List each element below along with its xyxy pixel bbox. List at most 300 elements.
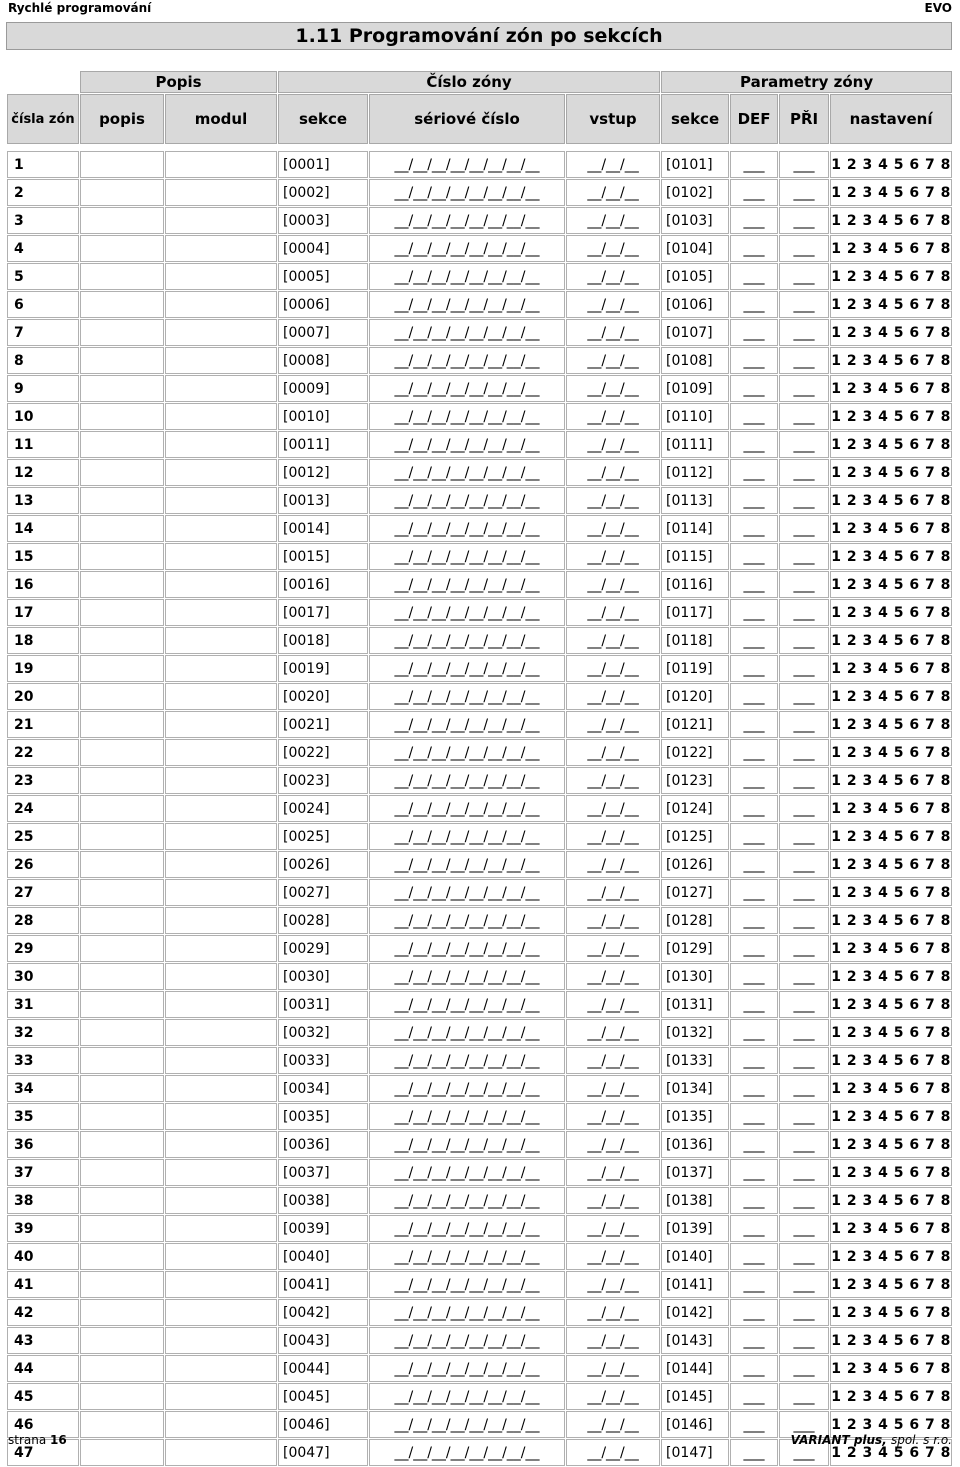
zone-modul-cell [165, 823, 277, 850]
zone-def-blank: ___ [730, 1439, 778, 1466]
zone-sekce: [0032] [278, 1019, 368, 1046]
page-header [8, 0, 952, 16]
col-header-cisla-zon: čísla zón [7, 94, 79, 144]
table-row [7, 935, 952, 962]
zone-vstup-blank: __/__/__ [566, 599, 660, 626]
zone-popis-cell [80, 263, 164, 290]
zone-def-blank: ___ [730, 151, 778, 178]
zone-param-sekce: [0140] [661, 1243, 729, 1270]
zone-sekce: [0029] [278, 935, 368, 962]
zone-pri-blank: ___ [779, 1215, 829, 1242]
zone-pri-blank: ___ [779, 627, 829, 654]
zone-serial-blank: __/__/__/__/__/__/__/__ [369, 431, 565, 458]
zone-modul-cell [165, 1131, 277, 1158]
zone-number: 11 [7, 431, 79, 458]
zone-vstup-blank: __/__/__ [566, 291, 660, 318]
zone-vstup-blank: __/__/__ [566, 739, 660, 766]
zone-modul-cell [165, 1187, 277, 1214]
zone-modul-cell [165, 767, 277, 794]
zone-def-blank: ___ [730, 879, 778, 906]
zone-number: 24 [7, 795, 79, 822]
zone-def-blank: ___ [730, 1299, 778, 1326]
zone-settings-digits: 1 2 3 4 5 6 7 8 [830, 1243, 952, 1270]
zone-def-blank: ___ [730, 1243, 778, 1270]
zone-serial-blank: __/__/__/__/__/__/__/__ [369, 655, 565, 682]
col-header-vstup: vstup [566, 94, 660, 144]
zone-def-blank: ___ [730, 991, 778, 1018]
zone-sekce: [0007] [278, 319, 368, 346]
zone-serial-blank: __/__/__/__/__/__/__/__ [369, 739, 565, 766]
zone-number: 33 [7, 1047, 79, 1074]
zone-modul-cell [165, 571, 277, 598]
zone-vstup-blank: __/__/__ [566, 1327, 660, 1354]
col-header-seriove-cislo: sériové číslo [369, 94, 565, 144]
zone-param-sekce: [0111] [661, 431, 729, 458]
zone-vstup-blank: __/__/__ [566, 823, 660, 850]
zone-number: 4 [7, 235, 79, 262]
zone-popis-cell [80, 543, 164, 570]
zone-pri-blank: ___ [779, 1075, 829, 1102]
zone-settings-digits: 1 2 3 4 5 6 7 8 [830, 459, 952, 486]
zone-number: 43 [7, 1327, 79, 1354]
zone-vstup-blank: __/__/__ [566, 235, 660, 262]
zone-param-sekce: [0142] [661, 1299, 729, 1326]
zone-sekce: [0001] [278, 151, 368, 178]
zone-pri-blank: ___ [779, 1327, 829, 1354]
zone-number: 15 [7, 543, 79, 570]
zone-settings-digits: 1 2 3 4 5 6 7 8 [830, 935, 952, 962]
zone-sekce: [0002] [278, 179, 368, 206]
zone-number: 1 [7, 151, 79, 178]
zone-modul-cell [165, 543, 277, 570]
zone-pri-blank: ___ [779, 795, 829, 822]
zone-serial-blank: __/__/__/__/__/__/__/__ [369, 879, 565, 906]
table-row [7, 795, 952, 822]
table-row [7, 1103, 952, 1130]
zone-pri-blank: ___ [779, 1131, 829, 1158]
zone-serial-blank: __/__/__/__/__/__/__/__ [369, 487, 565, 514]
zone-serial-blank: __/__/__/__/__/__/__/__ [369, 1159, 565, 1186]
zone-settings-digits: 1 2 3 4 5 6 7 8 [830, 235, 952, 262]
zone-vstup-blank: __/__/__ [566, 1187, 660, 1214]
table-row [7, 207, 952, 234]
zone-sekce: [0019] [278, 655, 368, 682]
zone-number: 34 [7, 1075, 79, 1102]
zone-param-sekce: [0109] [661, 375, 729, 402]
zone-serial-blank: __/__/__/__/__/__/__/__ [369, 935, 565, 962]
zone-pri-blank: ___ [779, 599, 829, 626]
zone-number: 8 [7, 347, 79, 374]
table-row [7, 1047, 952, 1074]
zone-def-blank: ___ [730, 459, 778, 486]
zone-vstup-blank: __/__/__ [566, 347, 660, 374]
zone-sekce: [0022] [278, 739, 368, 766]
zone-popis-cell [80, 347, 164, 374]
zone-pri-blank: ___ [779, 1103, 829, 1130]
zone-def-blank: ___ [730, 291, 778, 318]
zone-popis-cell [80, 1159, 164, 1186]
zone-serial-blank: __/__/__/__/__/__/__/__ [369, 1327, 565, 1354]
zone-settings-digits: 1 2 3 4 5 6 7 8 [830, 1131, 952, 1158]
table-row [7, 1131, 952, 1158]
zone-settings-digits: 1 2 3 4 5 6 7 8 [830, 823, 952, 850]
zone-number: 7 [7, 319, 79, 346]
zone-pri-blank: ___ [779, 963, 829, 990]
zone-number: 16 [7, 571, 79, 598]
zone-def-blank: ___ [730, 487, 778, 514]
zone-number: 30 [7, 963, 79, 990]
zone-modul-cell [165, 347, 277, 374]
zone-pri-blank: ___ [779, 571, 829, 598]
zone-vstup-blank: __/__/__ [566, 1075, 660, 1102]
zone-popis-cell [80, 935, 164, 962]
zone-param-sekce: [0131] [661, 991, 729, 1018]
zone-popis-cell [80, 907, 164, 934]
zone-popis-cell [80, 1243, 164, 1270]
zone-modul-cell [165, 963, 277, 990]
zone-modul-cell [165, 1299, 277, 1326]
zone-settings-digits: 1 2 3 4 5 6 7 8 [830, 1439, 952, 1466]
zone-rows [7, 151, 952, 1466]
zone-pri-blank: ___ [779, 907, 829, 934]
zone-def-blank: ___ [730, 1103, 778, 1130]
zone-param-sekce: [0130] [661, 963, 729, 990]
zone-pri-blank: ___ [779, 515, 829, 542]
zone-number: 2 [7, 179, 79, 206]
zone-number: 17 [7, 599, 79, 626]
zone-pri-blank: ___ [779, 207, 829, 234]
table-row [7, 347, 952, 374]
zone-param-sekce: [0132] [661, 1019, 729, 1046]
table-row [7, 1019, 952, 1046]
zone-pri-blank: ___ [779, 991, 829, 1018]
zone-settings-digits: 1 2 3 4 5 6 7 8 [830, 375, 952, 402]
zone-settings-digits: 1 2 3 4 5 6 7 8 [830, 319, 952, 346]
zone-param-sekce: [0137] [661, 1159, 729, 1186]
zone-number: 36 [7, 1131, 79, 1158]
zone-pri-blank: ___ [779, 1019, 829, 1046]
zone-settings-digits: 1 2 3 4 5 6 7 8 [830, 1187, 952, 1214]
zone-modul-cell [165, 655, 277, 682]
zone-settings-digits: 1 2 3 4 5 6 7 8 [830, 1383, 952, 1410]
table-row [7, 1383, 952, 1410]
table-row [7, 1159, 952, 1186]
col-header-modul: modul [165, 94, 277, 144]
col-header-sekce: sekce [278, 94, 368, 144]
zone-sekce: [0030] [278, 963, 368, 990]
zone-param-sekce: [0101] [661, 151, 729, 178]
zone-popis-cell [80, 403, 164, 430]
zone-serial-blank: __/__/__/__/__/__/__/__ [369, 459, 565, 486]
zone-param-sekce: [0103] [661, 207, 729, 234]
zone-pri-blank: ___ [779, 935, 829, 962]
zone-sekce: [0027] [278, 879, 368, 906]
header-spacer [7, 145, 952, 150]
zone-vstup-blank: __/__/__ [566, 375, 660, 402]
zone-number: 3 [7, 207, 79, 234]
zone-param-sekce: [0104] [661, 235, 729, 262]
footer-company [791, 1433, 952, 1447]
zone-vstup-blank: __/__/__ [566, 683, 660, 710]
zone-serial-blank: __/__/__/__/__/__/__/__ [369, 347, 565, 374]
zone-vstup-blank: __/__/__ [566, 1215, 660, 1242]
zone-sekce: [0023] [278, 767, 368, 794]
zone-settings-digits: 1 2 3 4 5 6 7 8 [830, 1215, 952, 1242]
zone-vstup-blank: __/__/__ [566, 627, 660, 654]
zone-popis-cell [80, 795, 164, 822]
zone-pri-blank: ___ [779, 739, 829, 766]
zone-number: 9 [7, 375, 79, 402]
zone-def-blank: ___ [730, 375, 778, 402]
table-row [7, 823, 952, 850]
zone-serial-blank: __/__/__/__/__/__/__/__ [369, 1299, 565, 1326]
zone-number: 14 [7, 515, 79, 542]
table-row [7, 543, 952, 570]
zone-serial-blank: __/__/__/__/__/__/__/__ [369, 1271, 565, 1298]
zone-sekce: [0034] [278, 1075, 368, 1102]
zone-serial-blank: __/__/__/__/__/__/__/__ [369, 1383, 565, 1410]
zone-sekce: [0009] [278, 375, 368, 402]
zone-param-sekce: [0110] [661, 403, 729, 430]
zone-pri-blank: ___ [779, 1411, 829, 1438]
zone-settings-digits: 1 2 3 4 5 6 7 8 [830, 347, 952, 374]
zone-popis-cell [80, 1327, 164, 1354]
zone-settings-digits: 1 2 3 4 5 6 7 8 [830, 739, 952, 766]
zone-modul-cell [165, 487, 277, 514]
zone-param-sekce: [0146] [661, 1411, 729, 1438]
zone-def-blank: ___ [730, 739, 778, 766]
zone-param-sekce: [0147] [661, 1439, 729, 1466]
table-row [7, 235, 952, 262]
zone-serial-blank: __/__/__/__/__/__/__/__ [369, 179, 565, 206]
zone-pri-blank: ___ [779, 655, 829, 682]
zone-serial-blank: __/__/__/__/__/__/__/__ [369, 851, 565, 878]
zone-param-sekce: [0122] [661, 739, 729, 766]
zone-settings-digits: 1 2 3 4 5 6 7 8 [830, 879, 952, 906]
zone-def-blank: ___ [730, 795, 778, 822]
zone-settings-digits: 1 2 3 4 5 6 7 8 [830, 403, 952, 430]
table-row [7, 1243, 952, 1270]
zone-vstup-blank: __/__/__ [566, 879, 660, 906]
zone-modul-cell [165, 851, 277, 878]
zone-vstup-blank: __/__/__ [566, 1383, 660, 1410]
zone-serial-blank: __/__/__/__/__/__/__/__ [369, 515, 565, 542]
zone-serial-blank: __/__/__/__/__/__/__/__ [369, 795, 565, 822]
zone-param-sekce: [0127] [661, 879, 729, 906]
table-row [7, 683, 952, 710]
zone-number: 23 [7, 767, 79, 794]
zone-settings-digits: 1 2 3 4 5 6 7 8 [830, 1411, 952, 1438]
zone-modul-cell [165, 1271, 277, 1298]
zone-vstup-blank: __/__/__ [566, 795, 660, 822]
group-header-parametry: Parametry zóny [661, 71, 952, 93]
zone-vstup-blank: __/__/__ [566, 655, 660, 682]
zone-serial-blank: __/__/__/__/__/__/__/__ [369, 375, 565, 402]
zone-serial-blank: __/__/__/__/__/__/__/__ [369, 291, 565, 318]
zone-modul-cell [165, 151, 277, 178]
zone-sekce: [0028] [278, 907, 368, 934]
zone-sekce: [0041] [278, 1271, 368, 1298]
zone-popis-cell [80, 515, 164, 542]
zone-number: 13 [7, 487, 79, 514]
zone-pri-blank: ___ [779, 711, 829, 738]
table-row [7, 431, 952, 458]
zone-sekce: [0036] [278, 1131, 368, 1158]
zone-pri-blank: ___ [779, 235, 829, 262]
zone-settings-digits: 1 2 3 4 5 6 7 8 [830, 907, 952, 934]
zone-popis-cell [80, 151, 164, 178]
table-row [7, 151, 952, 178]
zone-pri-blank: ___ [779, 403, 829, 430]
zone-param-sekce: [0143] [661, 1327, 729, 1354]
zone-modul-cell [165, 1383, 277, 1410]
zone-sekce: [0026] [278, 851, 368, 878]
zone-def-blank: ___ [730, 1131, 778, 1158]
zone-sekce: [0016] [278, 571, 368, 598]
zone-popis-cell [80, 711, 164, 738]
zone-popis-cell [80, 1047, 164, 1074]
zone-pri-blank: ___ [779, 1243, 829, 1270]
zone-number: 38 [7, 1187, 79, 1214]
group-header-cislo-zony: Číslo zóny [278, 71, 660, 93]
zone-modul-cell [165, 683, 277, 710]
zone-popis-cell [80, 991, 164, 1018]
table-row [7, 1187, 952, 1214]
zone-def-blank: ___ [730, 1355, 778, 1382]
zone-vstup-blank: __/__/__ [566, 963, 660, 990]
zone-sekce: [0037] [278, 1159, 368, 1186]
zone-popis-cell [80, 1383, 164, 1410]
zone-serial-blank: __/__/__/__/__/__/__/__ [369, 767, 565, 794]
zone-settings-digits: 1 2 3 4 5 6 7 8 [830, 963, 952, 990]
zone-modul-cell [165, 879, 277, 906]
zone-popis-cell [80, 291, 164, 318]
zone-vstup-blank: __/__/__ [566, 1411, 660, 1438]
zone-serial-blank: __/__/__/__/__/__/__/__ [369, 207, 565, 234]
zone-def-blank: ___ [730, 1411, 778, 1438]
table-row [7, 851, 952, 878]
zone-number: 6 [7, 291, 79, 318]
zone-vstup-blank: __/__/__ [566, 1159, 660, 1186]
zone-settings-digits: 1 2 3 4 5 6 7 8 [830, 711, 952, 738]
zone-pri-blank: ___ [779, 1439, 829, 1466]
zone-vstup-blank: __/__/__ [566, 935, 660, 962]
zone-def-blank: ___ [730, 515, 778, 542]
zone-sekce: [0045] [278, 1383, 368, 1410]
zone-modul-cell [165, 263, 277, 290]
zone-param-sekce: [0113] [661, 487, 729, 514]
zone-modul-cell [165, 319, 277, 346]
table-row [7, 1355, 952, 1382]
zone-def-blank: ___ [730, 179, 778, 206]
table-row [7, 1271, 952, 1298]
col-header-def: DEF [730, 94, 778, 144]
zone-vstup-blank: __/__/__ [566, 1019, 660, 1046]
group-header-popis: Popis [80, 71, 277, 93]
zone-def-blank: ___ [730, 683, 778, 710]
zone-settings-digits: 1 2 3 4 5 6 7 8 [830, 291, 952, 318]
zone-serial-blank: __/__/__/__/__/__/__/__ [369, 1047, 565, 1074]
table-row [7, 991, 952, 1018]
zone-param-sekce: [0124] [661, 795, 729, 822]
zone-modul-cell [165, 1047, 277, 1074]
zone-popis-cell [80, 1355, 164, 1382]
zone-def-blank: ___ [730, 403, 778, 430]
table-row [7, 739, 952, 766]
zone-settings-digits: 1 2 3 4 5 6 7 8 [830, 179, 952, 206]
zone-sekce: [0008] [278, 347, 368, 374]
zone-serial-blank: __/__/__/__/__/__/__/__ [369, 1131, 565, 1158]
footer-company-name: VARIANT plus, [790, 1433, 887, 1447]
table-row [7, 767, 952, 794]
zone-vstup-blank: __/__/__ [566, 151, 660, 178]
zone-modul-cell [165, 739, 277, 766]
zone-sekce: [0018] [278, 627, 368, 654]
zone-vstup-blank: __/__/__ [566, 319, 660, 346]
zone-popis-cell [80, 1019, 164, 1046]
zone-def-blank: ___ [730, 935, 778, 962]
table-row [7, 263, 952, 290]
zone-popis-cell [80, 459, 164, 486]
zone-vstup-blank: __/__/__ [566, 1103, 660, 1130]
zone-sekce: [0046] [278, 1411, 368, 1438]
zone-param-sekce: [0105] [661, 263, 729, 290]
zone-def-blank: ___ [730, 319, 778, 346]
zone-number: 44 [7, 1355, 79, 1382]
table-row [7, 319, 952, 346]
page-title: 1.11 Programování zón po sekcích [6, 22, 952, 50]
zone-settings-digits: 1 2 3 4 5 6 7 8 [830, 571, 952, 598]
zone-serial-blank: __/__/__/__/__/__/__/__ [369, 1439, 565, 1466]
zone-param-sekce: [0145] [661, 1383, 729, 1410]
table-row [7, 599, 952, 626]
zone-def-blank: ___ [730, 1187, 778, 1214]
zone-settings-digits: 1 2 3 4 5 6 7 8 [830, 207, 952, 234]
zone-popis-cell [80, 627, 164, 654]
zone-serial-blank: __/__/__/__/__/__/__/__ [369, 571, 565, 598]
zone-def-blank: ___ [730, 1075, 778, 1102]
zone-popis-cell [80, 431, 164, 458]
zone-popis-cell [80, 655, 164, 682]
zone-def-blank: ___ [730, 347, 778, 374]
zone-number: 22 [7, 739, 79, 766]
zone-modul-cell [165, 1243, 277, 1270]
zone-serial-blank: __/__/__/__/__/__/__/__ [369, 1103, 565, 1130]
zone-param-sekce: [0126] [661, 851, 729, 878]
table-row [7, 1327, 952, 1354]
zone-def-blank: ___ [730, 963, 778, 990]
zone-serial-blank: __/__/__/__/__/__/__/__ [369, 151, 565, 178]
zone-popis-cell [80, 879, 164, 906]
zone-number: 37 [7, 1159, 79, 1186]
zone-sekce: [0039] [278, 1215, 368, 1242]
zone-number: 41 [7, 1271, 79, 1298]
zone-modul-cell [165, 375, 277, 402]
table-row [7, 179, 952, 206]
zone-settings-digits: 1 2 3 4 5 6 7 8 [830, 515, 952, 542]
table-row [7, 515, 952, 542]
zone-pri-blank: ___ [779, 263, 829, 290]
zone-serial-blank: __/__/__/__/__/__/__/__ [369, 1019, 565, 1046]
zone-def-blank: ___ [730, 1047, 778, 1074]
table-row [7, 1215, 952, 1242]
zone-settings-digits: 1 2 3 4 5 6 7 8 [830, 655, 952, 682]
zone-param-sekce: [0144] [661, 1355, 729, 1382]
zone-param-sekce: [0121] [661, 711, 729, 738]
zone-number: 45 [7, 1383, 79, 1410]
table-row [7, 907, 952, 934]
zone-modul-cell [165, 459, 277, 486]
